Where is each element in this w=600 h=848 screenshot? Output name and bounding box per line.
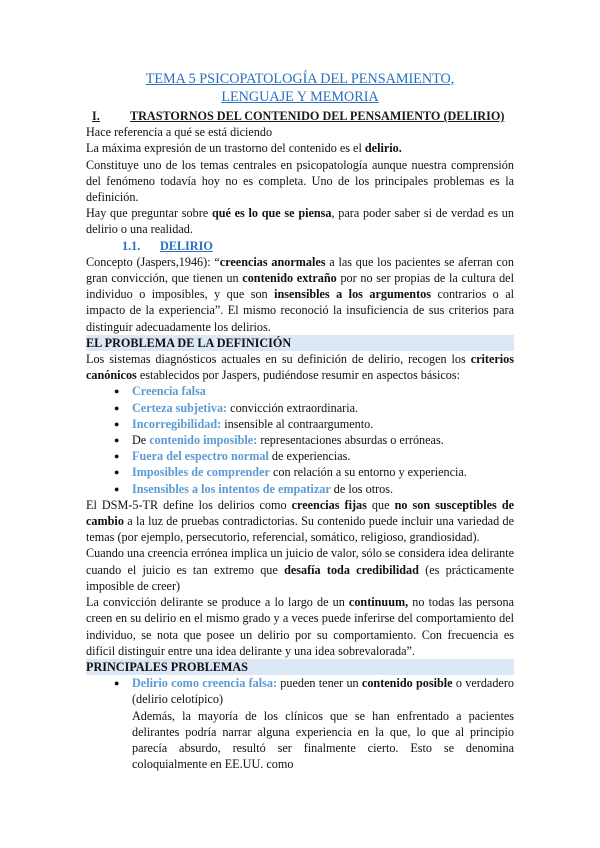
list-item: ● Fuera del espectro normal de experiencias. [114,448,514,464]
paragraph-10: Además, la mayoría de los clínicos que se han enfrentado a pacientes delirantes podría narrar alguna experiencia en la que, lo que al principio parecía absurdo, resultó ser finalmente cierto. Esto se denomina coloquialmente en EE.UU. como [132,708,514,772]
paragraph-7: El DSM-5-TR define los delirios como creencias fijas que no son susceptibles de cambio a la luz de pruebas contradictorias. Su contenido puede incluir una variedad de temas (por ejemplo, persecutorio, referencial, somático, religioso, grandiosidad). [86,497,515,545]
subsection-heading-text: DELIRIO [160,238,213,253]
document-page [86,70,514,772]
list-item: ● Incorregibilidad: insensible al contraargumento. [114,416,514,432]
section-heading-main-problems: PRINCIPALES PROBLEMAS [86,659,514,675]
list-item: ● Insensibles a los intentos de empatizar de los otros. [114,481,514,497]
section-heading-definition-problem: EL PROBLEMA DE LA DEFINICIÓN [86,335,514,351]
paragraph-6: Los sistemas diagnósticos actuales en su definición de delirio, recogen los criterios canónicos establecidos por Jaspers, pudiéndose resumir en aspectos básicos: [86,352,514,383]
subsection-number: 1.1. [122,238,141,253]
paragraph-8: Cuando una creencia errónea implica un juicio de valor, sólo se considera idea delirante cuando el juicio es tan extremo que desafía toda credibilidad (es prácticamente imposible de creer) [86,546,514,593]
list-item: ● Creencia falsa [114,383,514,399]
list-item: ● De contenido imposible: representaciones absurdas o erróneas. [114,432,514,448]
document-title [86,70,514,106]
title-line-1: TEMA 5 PSICOPATOLOGÍA DEL PENSAMIENTO, [145,71,455,87]
paragraph-5: Concepto (Jaspers,1946): “creencias anormales a las que los pacientes se aferran con gran convicción, que tienen un contenido extraño por no ser propias de la cultura del individuo o imposibles, y que son insensibles a los argumentos contrarios o al impacto de la experiencia”. El mismo reconoció la insuficiencia de sus criterios para distinguir adecuadamente los delirios. [86,254,515,334]
subsection-heading-1-1 [86,238,514,254]
section-heading-text: TRASTORNOS DEL CONTENIDO DEL PENSAMIENTO (DELIRIO) [130,109,505,123]
section-number: I. [92,109,100,123]
paragraph-3: Constituye uno de los temas centrales en psicopatología aunque nuestra comprensión del fenómeno todavía hoy no es completa. Uno de los principales problemas es la definición. [86,157,514,205]
list-item: ● Delirio como creencia falsa: pueden tener un contenido posible o verdadero (delirio celotípico) [114,675,514,707]
criteria-list [86,383,514,496]
paragraph-9: La convicción delirante se produce a lo largo de un continuum, no todas las persona creen en su delirio en el mismo grado y a veces puede inferirse del comportamiento del individuo, se nota que posee un delirio por su comportamiento. Con frecuencia es difícil distinguir entre una idea delirante y una idea sobrevalorada”. [86,595,515,658]
title-line-2: LENGUAJE Y MEMORIA [221,89,379,105]
section-heading-1 [86,108,514,124]
problems-list [86,675,514,707]
paragraph-2: La máxima expresión de un trastorno del contenido es el delirio. [86,141,402,156]
paragraph-4: Hay que preguntar sobre qué es lo que se piensa, para poder saber si de verdad es un delirio o una realidad. [86,206,514,237]
list-item: ● Certeza subjetiva: convicción extraordinaria. [114,400,514,416]
paragraph-1: Hace referencia a qué se está diciendo [86,125,273,140]
list-item: ● Imposibles de comprender con relación a su entorno y experiencia. [114,464,514,480]
